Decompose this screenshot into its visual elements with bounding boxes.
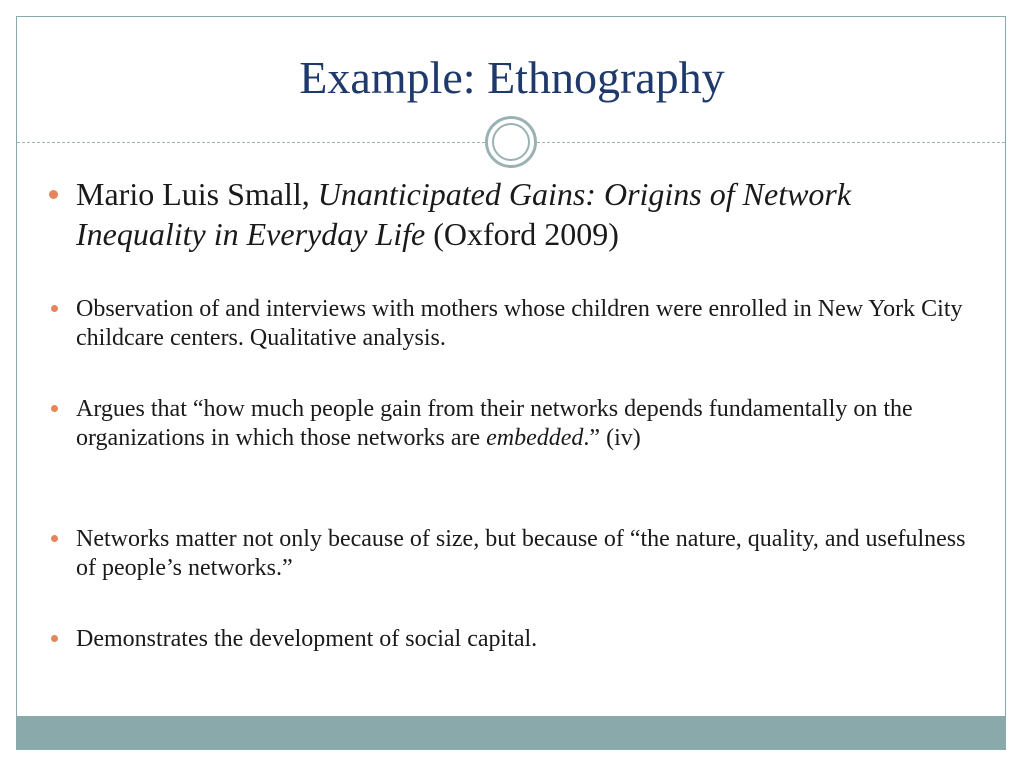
citation-author: Mario Luis Small, [76, 176, 318, 212]
bullet-dot-icon [51, 635, 58, 642]
bullet-item-argument [76, 395, 966, 453]
bullet-text: Observation of and interviews with mothers whose children were enrolled in New York City childcare centers. Qualitative analysis. [76, 296, 963, 351]
bullet-dot-icon [51, 405, 58, 412]
bullet-item-citation [76, 174, 966, 254]
bullet-emphasis: embedded [486, 425, 584, 451]
bullet-item-social-capital [76, 625, 966, 654]
bullet-text-end: .” (iv) [583, 425, 641, 451]
bullet-item-method [76, 295, 966, 353]
citation-book-title: Unanticipated Gains: Origins of Network Inequality in Everyday Life [76, 176, 852, 252]
footer-accent-bar [17, 716, 1005, 749]
bullet-item-networks [76, 525, 966, 583]
citation-publisher: (Oxford 2009) [425, 216, 619, 252]
slide-title: Example: Ethnography [299, 52, 725, 103]
bullet-text: Demonstrates the development of social capital. [76, 626, 538, 652]
bullet-text: Networks matter not only because of size, but because of “the nature, quality, and usefulness of people’s networks.” [76, 526, 966, 581]
bullet-dot-icon [49, 190, 58, 199]
bullet-dot-icon [51, 305, 58, 312]
bullet-text: Argues that “how much people gain from their networks depends fundamentally on the organizations in which those networks are [76, 396, 913, 451]
bullet-dot-icon [51, 535, 58, 542]
